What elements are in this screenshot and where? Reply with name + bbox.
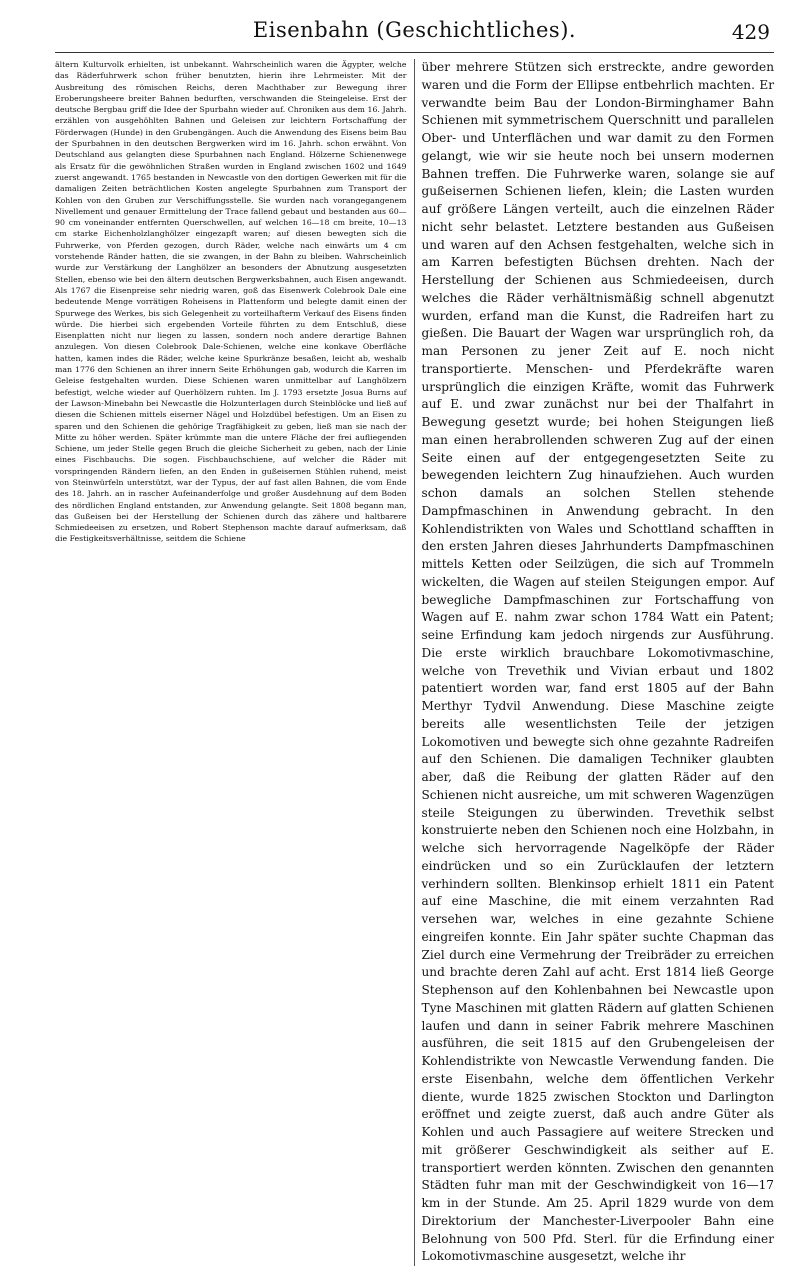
page-number: 429	[731, 20, 770, 44]
left-column-text: ältern Kulturvolk erhielten, ist unbekannt. Wahrscheinlich waren die Ägypter, welche das Räderfuhrwerk schon früher benutzten, hierin ihre Lehrmeister. Mit der Ausbreitung des römischen Reichs, deren Machthaber zur Bewegung ihrer Eroberungsheere breiter Bahnen bedurften, verschwanden die Steingeleise. Erst der deutsche Bergbau griff die Idee der Spurbahn wieder auf. Chroniken aus dem 16. Jahrh. erzählen von ausgehöhlten Bahnen und Geleisen zur leichtern Fortschaffung der Förderwagen (Hunde) in den Grubengängen. Auch die Anwendung des Eisens beim Bau der Spurbahnen in den deutschen Bergwerken wird im 16. Jahrh. schon erwähnt. Von Deutschland aus gelangten diese Spurbahnen nach England. Hölzerne Schienenwege als Ersatz für die gewöhnlichen Straßen wurden in England zwischen 1602 und 1649 zuerst angewandt. 1765 bestanden in Newcastle von den dortigen Gewerken mit für die damaligen Zeiten beträchtlichen Kosten angelegte Spurbahnen zum Transport der Kohlen von den Gruben zur Verschiffungsstelle. Sie wurden nach vorangegangenem Nivellement und genauer Ermittelung der Trace fallend gebaut und bestanden aus 60—90 cm voneinander entfernten Querschwellen, auf welchen 16—18 cm breite, 10—13 cm starke Eichenholzlanghölzer eingezapft waren; auf diesen bewegten sich die Fuhrwerke, von Pferden gezogen, durch Räder, welche nach einwärts um 4 cm vorstehende Ränder hatten, die sie zwangen, in der Bahn zu bleiben. Wahrscheinlich wurde zur Verstärkung der Langhölzer an besonders der Abnutzung ausgesetzten Stellen, ebenso wie bei den ältern deutschen Bergwerksbahnen, auch Eisen angewandt. Als 1767 die Eisenpreise sehr niedrig waren, goß das Eisenwerk Colebrook Dale eine bedeutende Menge vorrätigen Roheisens in Plattenform und belegte damit einen der Spurwege des Werkes, bis sich Gelegenheit zu vorteilhafterm Verkauf des Eisens finden würde. Die hierbei sich ergebenden Vorteile führten zu dem Entschluß, diese Eisenplatten nicht nur liegen zu lassen, sondern noch andere derartige Bahnen anzulegen. Von diesen Colebrook Dale-Schienen, welche eine konkave Oberfläche hatten, kamen indes die Räder, welche keine Spurkränze besaßen, leicht ab, weshalb man 1776 den Schienen an ihrer innern Seite Erhöhungen gab, wodurch die Karren im Geleise festgehalten wurden. Diese Schienen waren unmittelbar auf Langhölzern befestigt, welche wieder auf Querhölzern ruhten. Im J. 1793 ersetzte Josua Burns auf der Lawson-Minebahn bei Newcastle die Holzunterlagen durch Steinblöcke und ließ auf diesen die Schienen mittels eiserner Nägel und Holzdübel befestigen. Um an Eisen zu sparen und den Schienen die gehörige Tragfähigkeit zu geben, ließ man sie nach der Mitte zu höher werden. Später krümmte man die untere Fläche der frei aufliegenden Schiene, um jeder Stelle gegen Bruch die gleiche Sicherheit zu geben, nach der Linie eines Fischbauchs. Die sogen. Fischbauchschiene, auf welcher die Räder mit vorspringenden Rändern liefen, an den Enden in gußeisernen Stühlen ruhend, meist von Steinwürfeln unterstützt, war der Typus, der auf fast allen Bahnen, die vom Ende des 18. Jahrh. an in rascher Aufeinanderfolge und großer Ausdehnung auf dem Boden des nördlichen England entstanden, zur Anwendung gelangte. Seit 1808 begann man, das Gußeisen bei der Herstellung der Schienen durch das zähere und haltbarere Schmiedeeisen zu ersetzen, und Robert Stephenson machte darauf aufmerksam, daß die Festigkeitsverhältnisse, seitdem die Schiene	[55, 60, 407, 544]
right-column-text: über mehrere Stützen sich erstreckte, andre geworden waren und die Form der Ellipse entbehrlich machten. Er verwandte beim Bau der London-Birminghamer Bahn Schienen mit symmetrischem Querschnitt und parallelen Ober- und Unterflächen und war damit zu den Formen gelangt, wie wir sie heute noch bei unsern modernen Bahnen treffen. Die Fuhrwerke waren, solange sie auf gußeisernen Schienen liefen, klein; die Lasten wurden auf größere Längen verteilt, auch die einzelnen Räder nicht sehr belastet. Letztere bestanden aus Gußeisen und waren auf den Achsen festgehalten, welche sich in am Karren befestigten Büchsen drehten. Nach der Herstellung der Schienen aus Schmiedeeisen, durch welches die Räder verhältnismäßig schnell abgenutzt wurden, erfand man die Kunst, die Radreifen hart zu gießen. Die Bauart der Wagen war ursprünglich roh, da man Personen zu jener Zeit auf E. noch nicht transportierte. Menschen- und Pferdekräfte waren ursprünglich die einzigen Kräfte, womit das Fuhrwerk auf E. und zwar zunächst nur bei der Thalfahrt in Bewegung gesetzt wurde; bei hohen Steigungen ließ man einen herabrollenden schweren Zug auf der einen Seite einen auf der entgegengesetzten Seite zu bewegenden leichtern Zug hinaufziehen. Auch wurden schon damals an solchen Stellen stehende Dampfmaschinen in Anwendung gebracht. In den Kohlendistrikten von Wales und Schottland schafften in den ersten Jahren dieses Jahrhunderts Dampfmaschinen mittels Ketten oder Seilzügen, die sich auf Trommeln wickelten, die Wagen auf steilen Steigungen empor. Auf bewegliche Dampfmaschinen zur Fortschaffung von Wagen auf E. nahm zwar schon 1784 Watt ein Patent; seine Erfindung kam jedoch nirgends zur Ausführung. Die erste wirklich brauchbare Lokomotivmaschine, welche von Trevethik und Vivian erbaut und 1802 patentiert worden war, fand erst 1805 auf der Bahn Merthyr Tydvil Anwendung. Diese Maschine zeigte bereits alle wesentlichsten Teile der jetzigen Lokomotiven und bewegte sich ohne gezahnte Radreifen auf den Schienen. Die damaligen Techniker glaubten aber, daß die Reibung der glatten Räder auf den Schienen nicht ausreiche, um mit schweren Wagenzügen steile Steigungen zu überwinden. Trevethik selbst konstruierte neben den Schienen noch eine Holzbahn, in welche sich hervorragende Nagelköpfe der Räder eindrücken und so ein Zurücklaufen der letztern verhindern sollten. Blenkinsop erhielt 1811 ein Patent auf eine Maschine, die mit einem verzahnten Rad versehen war, welches in eine gezahnte Schiene eingreifen konnte. Ein Jahr später suchte Chapman das Ziel durch eine Vermehrung der Treibräder zu erreichen und brachte deren Zahl auf acht. Erst 1814 ließ George Stephenson auf den Kohlenbahnen bei Newcastle upon Tyne Maschinen mit glatten Rädern auf glatten Schienen laufen und dann in seiner Fabrik mehrere Maschinen ausführen, die seit 1815 auf den Grubengeleisen der Kohlendistrikte von Newcastle Verwendung fanden. Die erste Eisenbahn, welche dem öffentlichen Verkehr diente, wurde 1825 zwischen Stockton und Darlington eröffnet und zeigte zuerst, daß auch andre Güter als Kohlen und auch Passagiere auf weitere Strecken und mit größerer Geschwindigkeit als seither auf E. transportiert werden könnten. Zwischen den genannten Städten fuhr man mit der Geschwindigkeit von 16—17 km in der Stunde. Am 25. April 1829 wurde von dem Direktorium der Manchester-Liverpooler Bahn eine Belohnung von 500 Pfd. Sterl. für die Erfindung einer Lokomotivmaschine ausgesetzt, welche ihr	[421, 60, 774, 1264]
left-column	[55, 59, 415, 1266]
header-title: Eisenbahn (Geschichtliches).	[252, 18, 577, 42]
right-column	[415, 59, 775, 1266]
text-columns	[55, 59, 774, 1266]
running-header	[55, 12, 774, 53]
